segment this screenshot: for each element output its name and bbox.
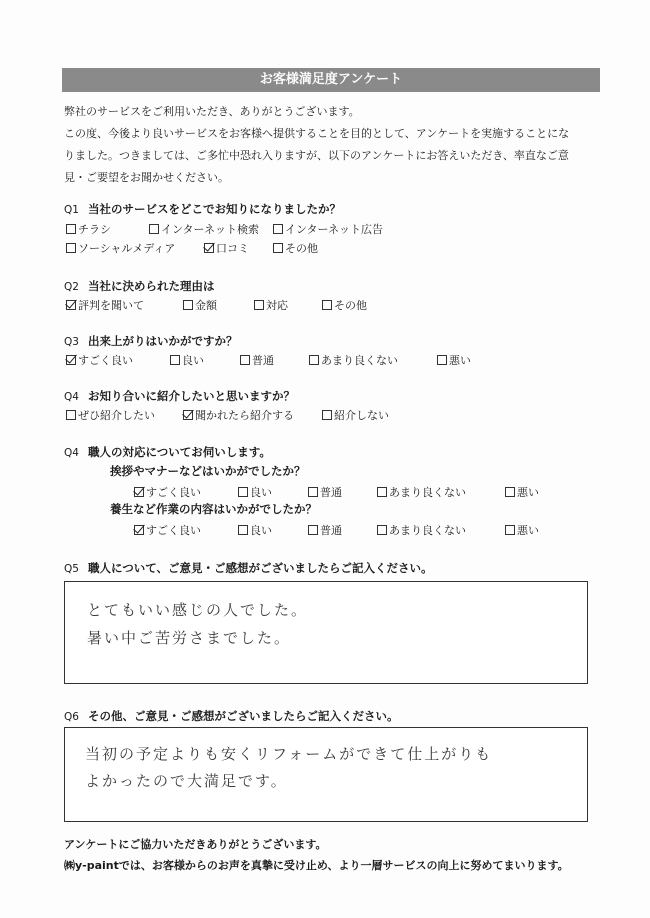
question-text: その他、ご意見・ご感想がございましたらご記入ください。 [88,709,399,723]
checkbox[interactable] [204,243,214,253]
question-number: Q4 [64,391,79,403]
checkbox[interactable] [505,525,515,535]
work-option-bad[interactable] [505,522,539,538]
option-label: ソーシャルメディア [78,242,176,255]
checkbox[interactable] [134,487,144,497]
checkbox[interactable] [309,355,319,365]
option-label: その他 [334,299,367,312]
option-label: 悪い [517,486,539,499]
company-message: ㈱y-paintでは、お客様からのお声を真摯に受け止め、より一層サービスの向上に努めてまいります。 [64,859,569,872]
option-label: すごく良い [146,524,201,537]
manners-option-average[interactable] [308,484,342,500]
work-options [134,522,574,538]
checkbox[interactable] [240,355,250,365]
q3-option-good[interactable] [170,352,204,368]
checkbox[interactable] [254,300,264,310]
checkbox[interactable] [183,300,193,310]
option-label: ぜひ紹介したい [78,409,155,422]
option-label: その他 [285,242,318,255]
q4-referral-options [66,407,586,423]
q1-option-web-ad[interactable] [273,221,383,237]
option-label: 紹介しない [334,409,389,422]
option-label: あまり良くない [321,354,398,367]
option-label: 対応 [266,299,288,312]
checkbox[interactable] [134,525,144,535]
thank-you-text: アンケートにご協力いただきありがとうございます。 [64,838,327,851]
option-label: 口コミ [216,242,249,255]
q4-option-if-asked[interactable] [183,407,294,423]
intro-line: この度、今後より良いサービスをお客様へ提供することを目的として、アンケートを実施することにな [64,127,570,140]
option-label: あまり良くない [389,524,466,537]
question-q4-referral [64,388,295,404]
checkbox[interactable] [238,487,248,497]
q3-options [66,352,586,368]
checkbox[interactable] [308,487,318,497]
subquestion-manners: 挨拶やマナーなどはいかがでしたか？ [110,464,306,478]
checkbox[interactable] [273,224,283,234]
manners-option-good[interactable] [238,484,272,500]
checkbox[interactable] [66,300,76,310]
question-number: Q5 [64,563,79,575]
q1-option-social[interactable] [66,240,175,256]
option-label: 良い [250,524,272,537]
q2-option-reputation[interactable] [66,297,144,313]
q3-option-bad[interactable] [437,352,471,368]
manners-option-bad[interactable] [505,484,539,500]
question-q2 [64,278,215,294]
q3-option-very-good[interactable] [66,352,133,368]
question-text: 職人について、ご意見・ご感想がございましたらご記入ください。 [88,561,433,575]
question-q6 [64,708,399,724]
manners-option-very-good[interactable] [134,484,201,500]
question-text: お知り合いに紹介したいと思いますか？ [88,389,295,403]
question-text: 出来上がりはいかがですか？ [88,334,238,348]
checkbox[interactable] [308,525,318,535]
option-label: インターネット広告 [285,223,384,236]
subquestion-work: 養生など作業の内容はいかがでしたか？ [110,502,317,516]
page-title: お客様満足度アンケート [62,68,600,92]
q2-option-service[interactable] [254,297,288,313]
checkbox[interactable] [322,410,332,420]
checkbox[interactable] [505,487,515,497]
q6-answer-line: よかったので大満足です。 [85,772,288,790]
option-label: 普通 [320,524,342,537]
q5-answer-line: とてもいい感じの人でした。 [87,601,309,619]
q2-option-other[interactable] [322,297,367,313]
option-label: 悪い [449,354,471,367]
option-label: 良い [250,486,272,499]
checkbox[interactable] [377,525,387,535]
q2-options [66,297,586,313]
manners-options [134,484,574,500]
q6-answer-box[interactable] [64,727,588,822]
option-label: インターネット検索 [161,223,260,236]
checkbox[interactable] [149,224,159,234]
q1-option-web-search[interactable] [149,221,259,237]
work-option-very-good[interactable] [134,522,201,538]
option-label: 良い [182,354,204,367]
q2-option-price[interactable] [183,297,217,313]
question-number: Q4 [64,447,79,459]
option-label: 金額 [195,299,217,312]
question-q4-craftsmen [64,444,271,460]
question-number: Q2 [64,281,79,293]
option-label: 評判を聞いて [78,299,144,312]
question-q3 [64,333,238,349]
intro-line: 見・ご要望をお聞かせください。 [64,171,229,184]
option-label: すごく良い [146,486,201,499]
checkbox[interactable] [322,300,332,310]
checkbox[interactable] [377,487,387,497]
checkbox[interactable] [273,243,283,253]
option-label: すごく良い [78,354,133,367]
question-number: Q6 [64,711,79,723]
q5-answer-box[interactable] [64,581,588,684]
q4-option-no[interactable] [322,407,389,423]
checkbox[interactable] [66,410,76,420]
checkbox[interactable] [66,224,76,234]
intro-line: りました。つきましては、ご多忙中恐れ入りますが、以下のアンケートにお答えいただき、率直なご意 [64,149,569,162]
q3-option-average[interactable] [240,352,274,368]
work-option-good[interactable] [238,522,272,538]
question-number: Q1 [64,204,79,216]
q1-options-row2 [66,240,586,256]
question-number: Q3 [64,336,79,348]
q1-option-flyer[interactable] [66,221,111,237]
work-option-not-good[interactable] [377,522,466,538]
question-text: 当社のサービスをどこでお知りになりましたか？ [88,202,341,216]
work-option-average[interactable] [308,522,342,538]
checkbox[interactable] [437,355,447,365]
q1-option-other[interactable] [273,240,318,256]
q1-options-row1 [66,221,586,237]
intro-text [64,101,604,189]
checkbox[interactable] [66,243,76,253]
option-label: あまり良くない [389,486,466,499]
manners-option-not-good[interactable] [377,484,466,500]
checkbox[interactable] [170,355,180,365]
q3-option-not-good[interactable] [309,352,398,368]
checkbox[interactable] [66,355,76,365]
checkbox[interactable] [238,525,248,535]
q4-option-definitely[interactable] [66,407,155,423]
option-label: 聞かれたら紹介する [195,409,294,422]
option-label: 普通 [252,354,274,367]
q1-option-word-of-mouth[interactable] [204,240,249,256]
checkbox[interactable] [183,410,193,420]
q6-answer-line: 当初の予定よりも安くリフォームができて仕上がりも [85,745,493,763]
option-label: 普通 [320,486,342,499]
option-label: 悪い [517,524,539,537]
question-text: 当社に決められた理由は [88,279,215,293]
option-label: チラシ [78,223,111,236]
question-text: 職人の対応についてお伺いします。 [88,445,271,459]
question-q5 [64,560,433,576]
q5-answer-line: 暑い中ご苦労さまでした。 [87,629,292,647]
question-q1 [64,201,341,217]
intro-line: 弊社のサービスをご利用いただき、ありがとうございます。 [64,105,360,118]
